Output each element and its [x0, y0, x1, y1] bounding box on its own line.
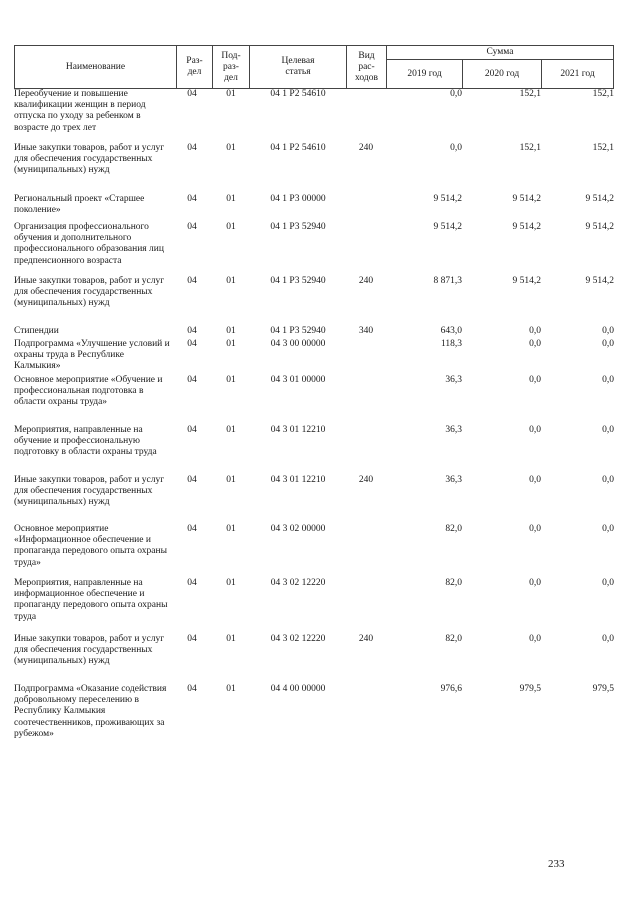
- row-podrazdel: 01: [226, 425, 236, 435]
- row-2021: 0,0: [602, 578, 614, 588]
- row-razdel: 04: [187, 524, 197, 534]
- row-podrazdel: 01: [226, 222, 236, 232]
- row-name: Переобучение и повышение квалификации женщин в период отпуска по уходу за ребенком в возрасте до трех лет: [14, 89, 146, 133]
- header-summa: Сумма: [386, 45, 614, 60]
- row-target: 04 4 00 00000: [270, 684, 326, 694]
- header-name: Наименование: [14, 45, 177, 89]
- row-podrazdel: 01: [226, 194, 236, 204]
- row-target: 04 1 P3 00000: [270, 194, 326, 204]
- row-podrazdel: 01: [226, 326, 236, 336]
- row-podrazdel: 01: [226, 89, 236, 99]
- row-target: 04 1 P3 52940: [270, 276, 326, 286]
- row-name: Подпрограмма «Улучшение условий и охраны труда в Республике Калмыкия»: [14, 339, 170, 372]
- row-podrazdel: 01: [226, 375, 236, 385]
- row-2021: 979,5: [592, 684, 614, 694]
- row-target: 04 3 01 12210: [270, 425, 326, 435]
- row-2021: 0,0: [602, 475, 614, 485]
- row-2021: 0,0: [602, 425, 614, 435]
- row-target: 04 1 P2 54610: [270, 143, 326, 153]
- row-2019: 118,3: [440, 339, 462, 349]
- row-2019: 36,3: [445, 475, 462, 485]
- header-podrazdel: Под- раз- дел: [212, 45, 250, 89]
- row-2021: 0,0: [602, 375, 614, 385]
- row-razdel: 04: [187, 578, 197, 588]
- row-name: Подпрограмма «Оказание содействия добровольному переселению в Республику Калмыкия соотечественников, проживающих за рубежом»: [14, 684, 167, 739]
- row-podrazdel: 01: [226, 524, 236, 534]
- row-name: Мероприятия, направленные на информационное обеспечение и пропаганду передового опыта охраны труда: [14, 578, 168, 622]
- row-2020: 152,1: [519, 143, 541, 153]
- row-2019: 0,0: [450, 89, 462, 99]
- row-2021: 152,1: [592, 89, 614, 99]
- row-name: Иные закупки товаров, работ и услуг для обеспечения государственных (муниципальных) нужд: [14, 143, 165, 176]
- row-2019: 9 514,2: [433, 222, 462, 232]
- row-2020: 152,1: [519, 89, 541, 99]
- row-name: Организация профессионального обучения и дополнительного профессионального образования лиц предпенсионного возраста: [14, 222, 164, 266]
- row-2021: 9 514,2: [585, 222, 614, 232]
- row-razdel: 04: [187, 634, 197, 644]
- row-2020: 0,0: [529, 375, 541, 385]
- header-2020: 2020 год: [462, 59, 542, 89]
- row-razdel: 04: [187, 89, 197, 99]
- row-2019: 82,0: [445, 578, 462, 588]
- row-razdel: 04: [187, 475, 197, 485]
- header-razdel: Раз- дел: [176, 45, 213, 89]
- header-2021: 2021 год: [541, 59, 614, 89]
- row-2021: 0,0: [602, 326, 614, 336]
- row-podrazdel: 01: [226, 339, 236, 349]
- row-vid: 240: [358, 276, 374, 286]
- row-2020: 9 514,2: [512, 276, 541, 286]
- row-name: Основное мероприятие «Обучение и профессиональная подготовка в области охраны труда»: [14, 375, 163, 408]
- row-podrazdel: 01: [226, 684, 236, 694]
- row-2020: 0,0: [529, 578, 541, 588]
- row-2019: 8 871,3: [433, 276, 462, 286]
- row-name: Основное мероприятие «Информационное обеспечение и пропаганда передового опыта охраны труда»: [14, 524, 167, 568]
- row-razdel: 04: [187, 375, 197, 385]
- row-target: 04 3 02 12220: [270, 578, 326, 588]
- row-razdel: 04: [187, 194, 197, 204]
- row-target: 04 3 01 12210: [270, 475, 326, 485]
- row-target: 04 1 P3 52940: [270, 326, 326, 336]
- row-podrazdel: 01: [226, 578, 236, 588]
- row-2020: 979,5: [519, 684, 541, 694]
- row-2021: 152,1: [592, 143, 614, 153]
- row-razdel: 04: [187, 339, 197, 349]
- row-2019: 9 514,2: [433, 194, 462, 204]
- row-2020: 0,0: [529, 339, 541, 349]
- row-vid: 240: [358, 143, 374, 153]
- row-target: 04 3 02 12220: [270, 634, 326, 644]
- header-target: Целевая статья: [249, 45, 347, 89]
- row-2019: 36,3: [445, 375, 462, 385]
- row-name: Иные закупки товаров, работ и услуг для обеспечения государственных (муниципальных) нужд: [14, 276, 165, 309]
- row-vid: 240: [358, 475, 374, 485]
- row-2021: 0,0: [602, 524, 614, 534]
- row-2020: 0,0: [529, 425, 541, 435]
- row-2021: 0,0: [602, 339, 614, 349]
- page-number: 233: [548, 858, 565, 870]
- row-razdel: 04: [187, 143, 197, 153]
- row-2020: 9 514,2: [512, 222, 541, 232]
- row-name: Иные закупки товаров, работ и услуг для обеспечения государственных (муниципальных) нужд: [14, 634, 165, 667]
- row-name: Региональный проект «Старшее поколение»: [14, 194, 145, 216]
- row-razdel: 04: [187, 425, 197, 435]
- row-target: 04 1 P3 52940: [270, 222, 326, 232]
- row-2021: 9 514,2: [585, 276, 614, 286]
- row-2020: 0,0: [529, 634, 541, 644]
- row-2019: 82,0: [445, 634, 462, 644]
- header-2019: 2019 год: [386, 59, 463, 89]
- row-podrazdel: 01: [226, 634, 236, 644]
- row-vid: 340: [358, 326, 374, 336]
- row-2019: 976,6: [440, 684, 462, 694]
- row-2021: 0,0: [602, 634, 614, 644]
- row-razdel: 04: [187, 276, 197, 286]
- row-podrazdel: 01: [226, 475, 236, 485]
- row-name: Иные закупки товаров, работ и услуг для обеспечения государственных (муниципальных) нужд: [14, 475, 165, 508]
- row-target: 04 3 00 00000: [270, 339, 326, 349]
- row-2019: 0,0: [450, 143, 462, 153]
- row-2020: 9 514,2: [512, 194, 541, 204]
- row-razdel: 04: [187, 222, 197, 232]
- row-target: 04 3 02 00000: [270, 524, 326, 534]
- row-2020: 0,0: [529, 524, 541, 534]
- row-name: Стипендии: [14, 326, 59, 336]
- row-2019: 643,0: [440, 326, 462, 336]
- table-header: [14, 45, 614, 89]
- row-podrazdel: 01: [226, 143, 236, 153]
- row-razdel: 04: [187, 326, 197, 336]
- row-target: 04 3 01 00000: [270, 375, 326, 385]
- row-name: Мероприятия, направленные на обучение и профессиональную подготовку в области охраны труда: [14, 425, 157, 458]
- row-vid: 240: [358, 634, 374, 644]
- row-target: 04 1 P2 54610: [270, 89, 326, 99]
- row-razdel: 04: [187, 684, 197, 694]
- row-2020: 0,0: [529, 475, 541, 485]
- header-vid: Вид рас- ходов: [346, 45, 387, 89]
- row-2019: 82,0: [445, 524, 462, 534]
- row-podrazdel: 01: [226, 276, 236, 286]
- row-2020: 0,0: [529, 326, 541, 336]
- row-2021: 9 514,2: [585, 194, 614, 204]
- row-2019: 36,3: [445, 425, 462, 435]
